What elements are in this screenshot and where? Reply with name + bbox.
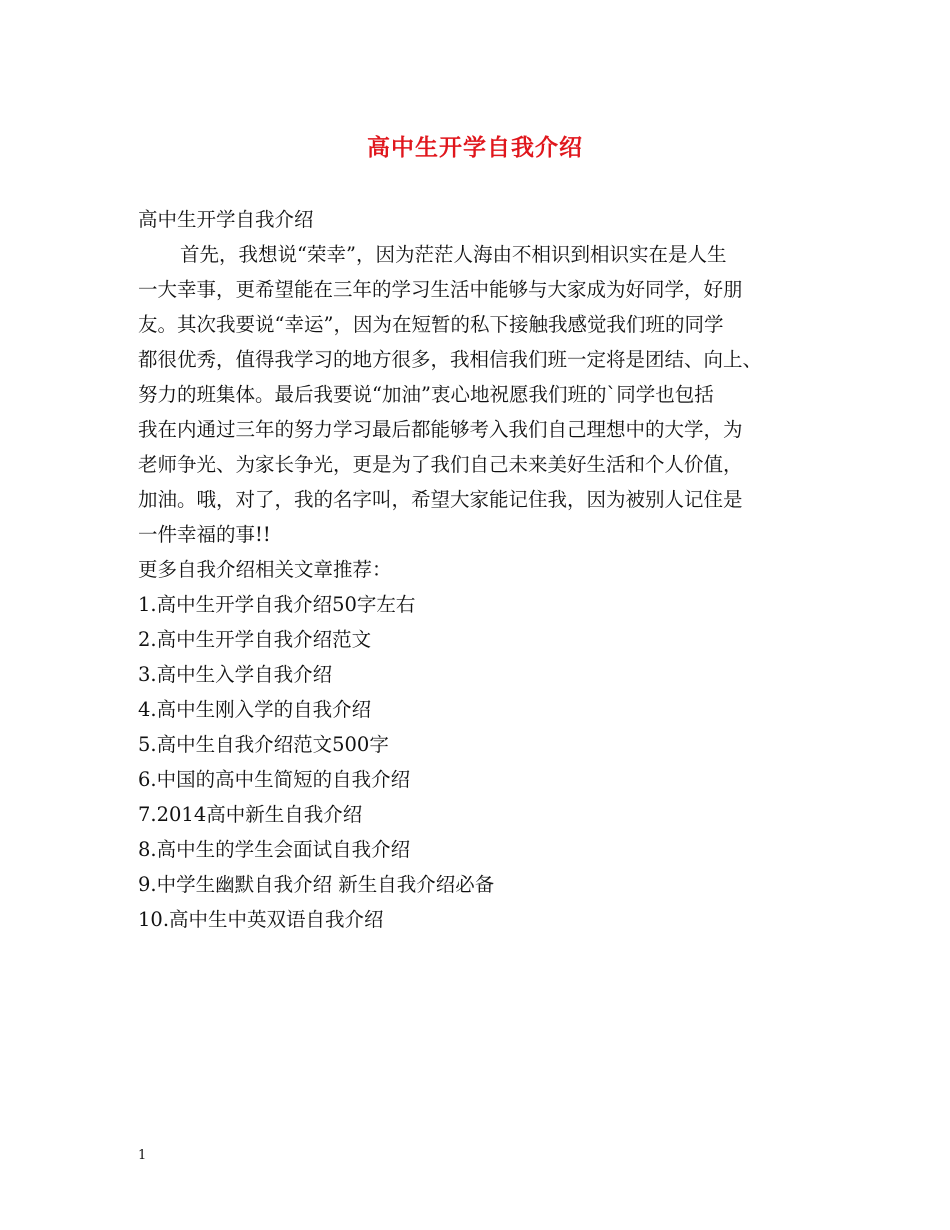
recommendation-link[interactable]: 7.2014高中新生自我介绍 <box>138 803 363 826</box>
recommendation-link[interactable]: 10.高中生中英双语自我介绍 <box>138 908 384 931</box>
recommend-heading: 更多自我介绍相关文章推荐： <box>138 558 392 581</box>
page-title: 高中生开学自我介绍 <box>367 134 583 161</box>
recommendation-link[interactable]: 2.高中生开学自我介绍范文 <box>138 628 372 651</box>
paragraph-line: 一件幸福的事!! <box>138 523 271 546</box>
recommendation-link[interactable]: 1.高中生开学自我介绍50字左右 <box>138 593 416 616</box>
recommendation-link[interactable]: 6.中国的高中生简短的自我介绍 <box>138 768 411 791</box>
document-body <box>138 202 818 937</box>
page-number: 1 <box>138 1148 147 1163</box>
section-heading: 高中生开学自我介绍 <box>138 208 314 231</box>
recommendation-link[interactable]: 8.高中生的学生会面试自我介绍 <box>138 838 411 861</box>
recommendation-link[interactable]: 5.高中生自我介绍范文500字 <box>138 733 389 756</box>
paragraph-line: 老师争光、为家长争光，更是为了我们自己未来美好生活和个人价值， <box>138 453 743 476</box>
paragraph-line: 友。其次我要说“幸运”，因为在短暂的私下接触我感觉我们班的同学 <box>138 313 724 336</box>
paragraph-line: 加油。哦，对了，我的名字叫，希望大家能记住我，因为被别人记住是 <box>138 488 743 511</box>
recommendation-link[interactable]: 3.高中生入学自我介绍 <box>138 663 333 686</box>
paragraph-line: 首先，我想说“荣幸”，因为茫茫人海由不相识到相识实在是人生 <box>180 243 727 266</box>
recommendation-link[interactable]: 4.高中生刚入学的自我介绍 <box>138 698 372 721</box>
paragraph-line: 我在内通过三年的努力学习最后都能够考入我们自己理想中的大学，为 <box>138 418 743 441</box>
paragraph-line: 都很优秀，值得我学习的地方很多，我相信我们班一定将是团结、向上、 <box>138 348 763 371</box>
paragraph-line: 努力的班集体。最后我要说“加油”衷心地祝愿我们班的`同学也包括 <box>138 383 714 406</box>
paragraph-line: 一大幸事，更希望能在三年的学习生活中能够与大家成为好同学，好朋 <box>138 278 743 301</box>
recommendation-link[interactable]: 9.中学生幽默自我介绍 新生自我介绍必备 <box>138 873 495 896</box>
